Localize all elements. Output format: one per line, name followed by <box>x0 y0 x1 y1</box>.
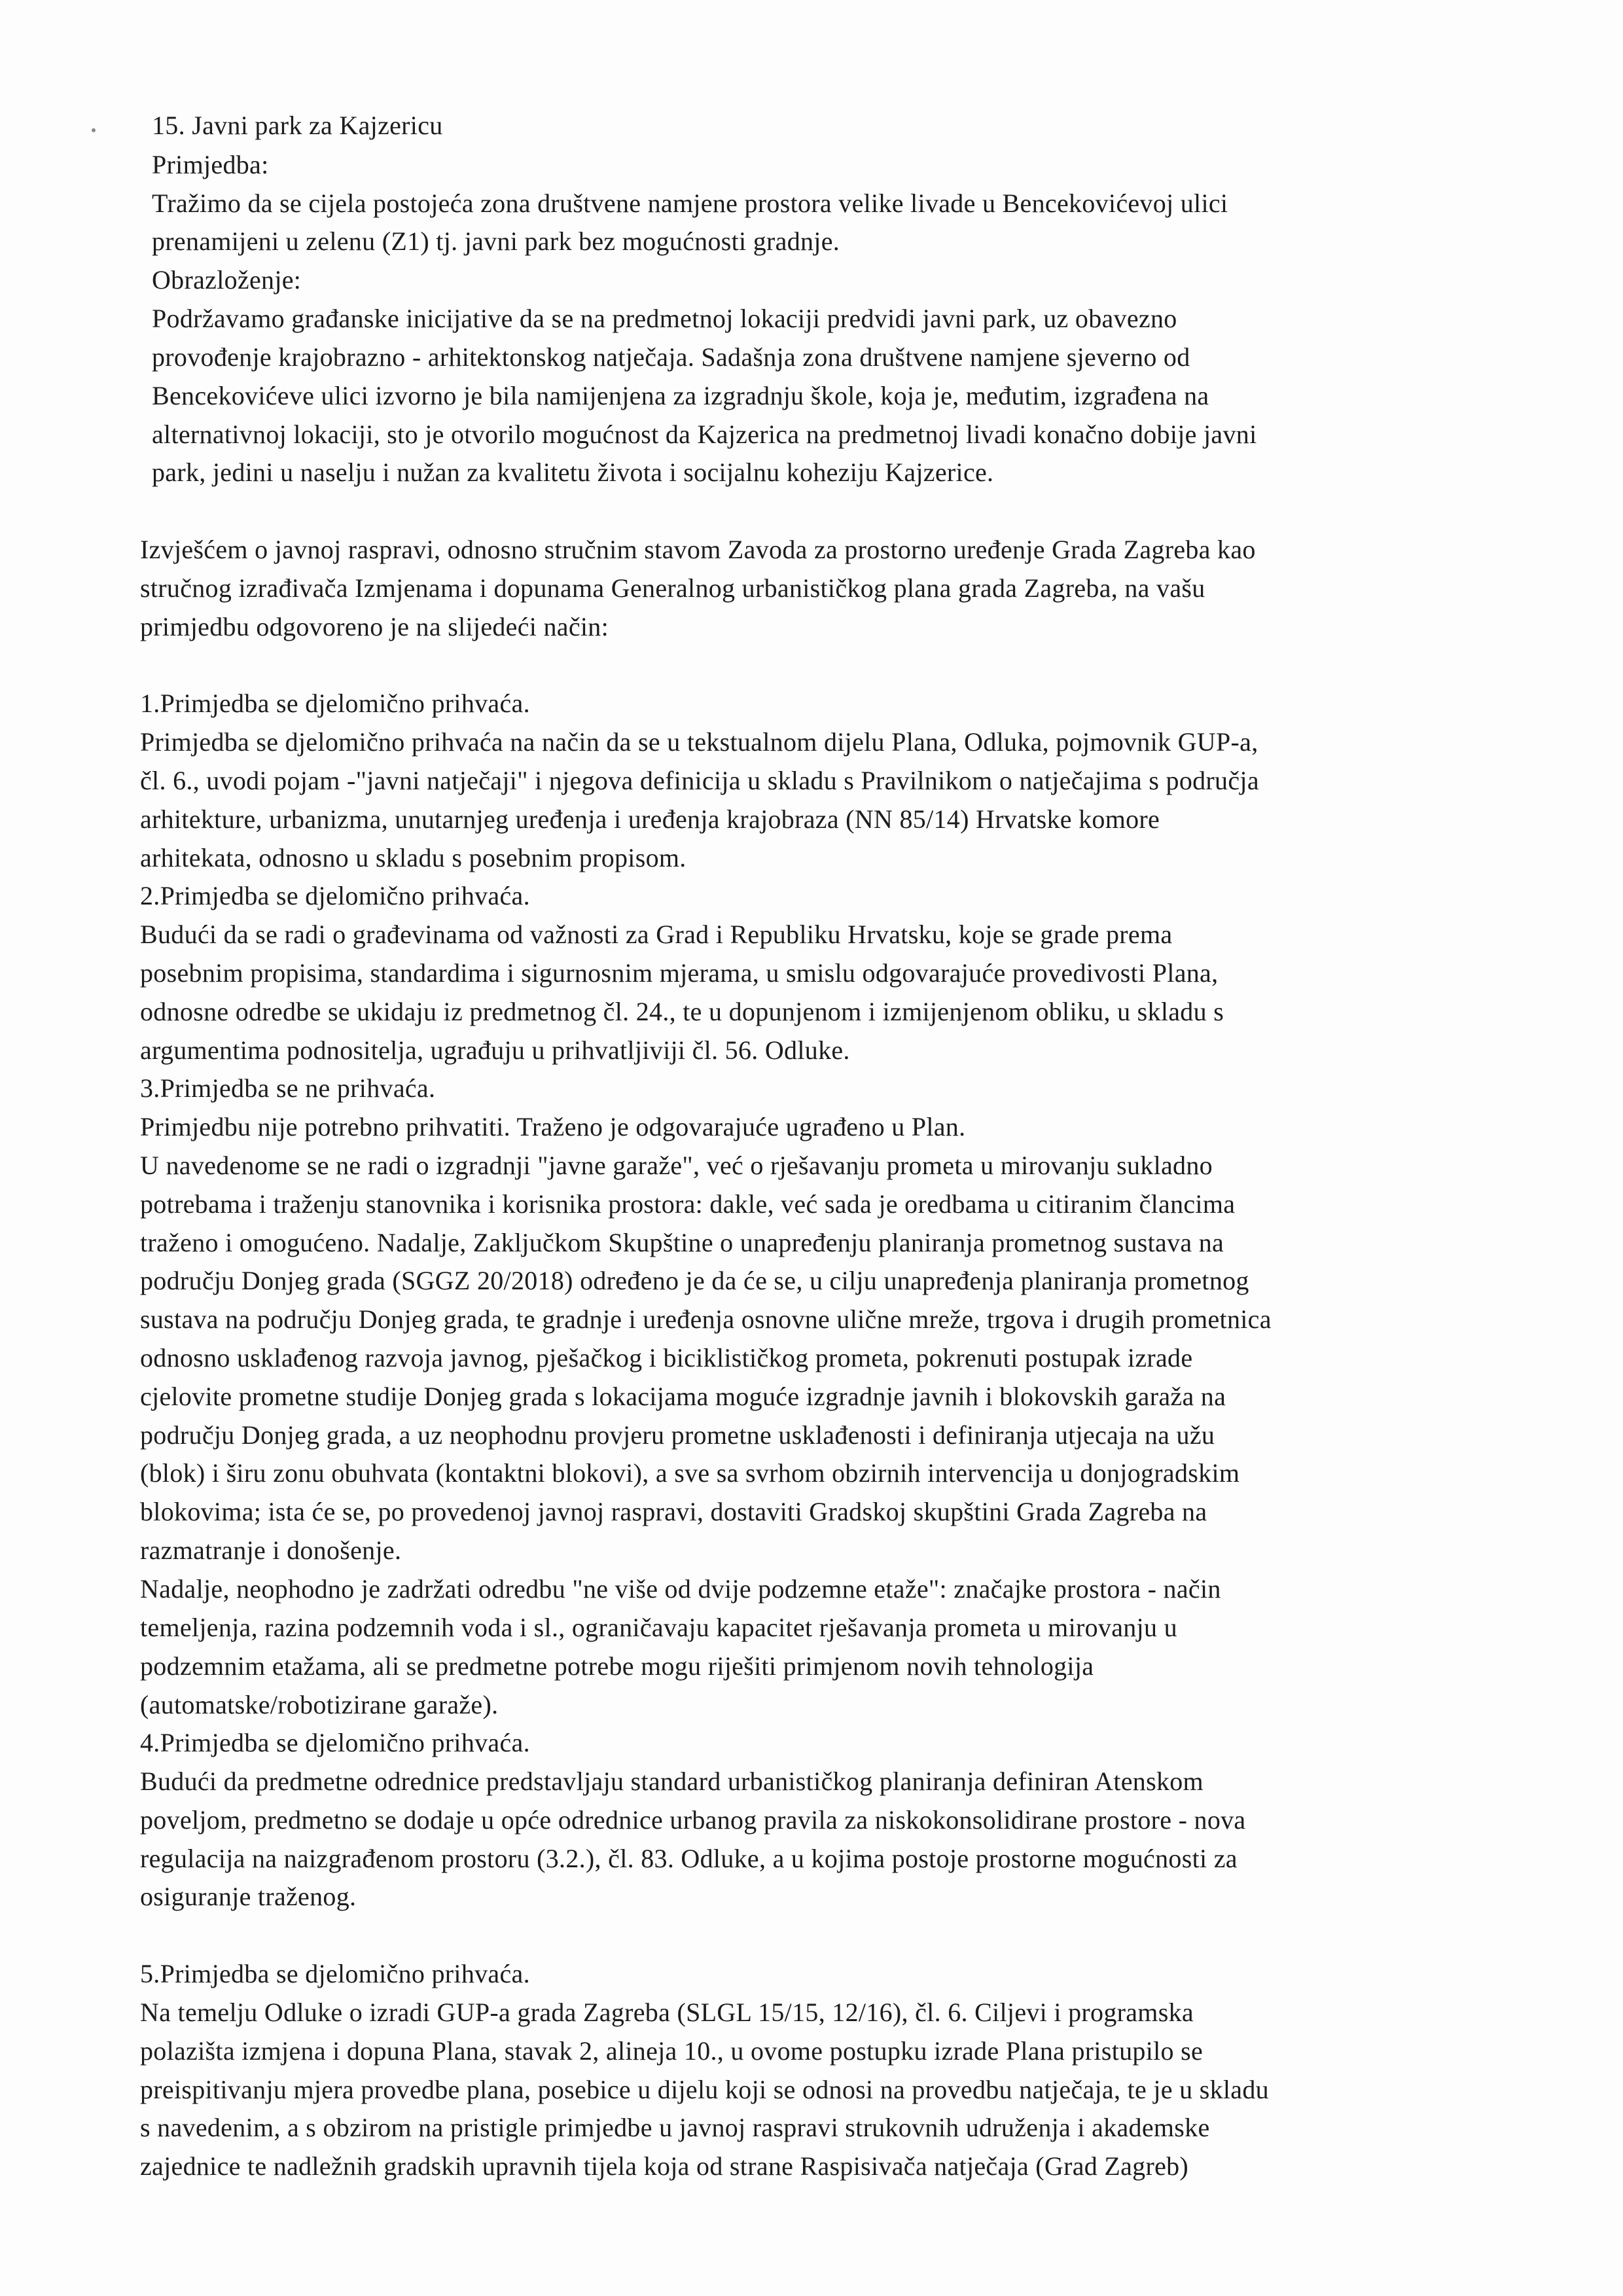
document-line: zajednice te nadležnih gradskih upravnih tijela koja od strane Raspisivača natječaja (Grad Zagreb) <box>140 2151 1189 2181</box>
document-line: arhitekture, urbanizma, unutarnjeg uređenja i uređenja krajobraza (NN 85/14) Hrvatske komore <box>140 804 1160 834</box>
document-line: 1.Primjedba se djelomično prihvaća. <box>140 689 530 718</box>
document-line: alternativnoj lokaciji, sto je otvorilo mogućnost da Kajzerica na predmetnoj livadi konačno dobije javni <box>152 420 1257 449</box>
document-heading: 15. Javni park za Kajzericu <box>152 111 443 140</box>
document-line: osiguranje traženog. <box>140 1882 357 1911</box>
document-line: Podržavamo građanske inicijative da se na predmetnoj lokaciji predvidi javni park, uz obavezno <box>152 304 1177 333</box>
document-line: prenamijeni u zelenu (Z1) tj. javni park bez mogućnosti gradnje. <box>152 226 840 256</box>
document-line: arhitekata, odnosno u skladu s posebnim propisom. <box>140 843 687 872</box>
document-line: s navedenim, a s obzirom na pristigle primjedbe u javnoj raspravi strukovnih udruženja i akademske <box>140 2113 1210 2142</box>
document-line: podzemnim etažama, ali se predmetne potrebe mogu riješiti primjenom novih tehnologija <box>140 1651 1094 1681</box>
document-line: blokovima; ista će se, po provedenoj javnoj raspravi, dostaviti Gradskoj skupštini Grada Zagreba na <box>140 1497 1207 1526</box>
document-line: Izvješćem o javnoj raspravi, odnosno stručnim stavom Zavoda za prostorno uređenje Grada Zagreba kao <box>140 535 1256 564</box>
document-line: Tražimo da se cijela postojeća zona društvene namjene prostora velike livade u Bencekovićevoj ulici <box>152 188 1228 218</box>
document-line: razmatranje i donošenje. <box>140 1535 402 1565</box>
document-line: odnosno usklađenog razvoja javnog, pješačkog i biciklističkog prometa, pokrenuti postupak izrade <box>140 1343 1193 1372</box>
document-line: polazišta izmjena i dopuna Plana, stavak 2, alineja 10., u ovome postupku izrade Plana pristupilo se <box>140 2036 1204 2066</box>
document-line: čl. 6., uvodi pojam -"javni natječaji" i njegova definicija u skladu s Pravilnikom o natječajima s područja <box>140 766 1259 795</box>
scan-dot <box>92 128 96 132</box>
document-line: sustava na području Donjeg grada, te gradnje i uređenja osnovne ulične mreže, trgova i drugih prometnica <box>140 1304 1272 1334</box>
document-line: Primjedbu nije potrebno prihvatiti. Traženo je odgovarajuće ugrađeno u Plan. <box>140 1112 966 1141</box>
document-line: Primjedba: <box>152 150 269 179</box>
document-line: posebnim propisima, standardima i sigurnosnim mjerama, u smislu odgovarajuće provedivosti Plana, <box>140 958 1219 988</box>
document-line: Budući da predmetne odrednice predstavljaju standard urbanističkog planiranja definiran Atenskom <box>140 1767 1204 1796</box>
document-line: primjedbu odgovoreno je na slijedeći način: <box>140 612 609 641</box>
document-line: Nadalje, neophodno je zadržati odredbu "ne više od dvije podzemne etaže": značajke prostora - način <box>140 1574 1221 1604</box>
document-line: Bencekovićeve ulici izvorno je bila namijenjena za izgradnju škole, koja je, međutim, izgrađena na <box>152 381 1209 410</box>
document-line: (blok) i širu zonu obuhvata (kontaktni blokovi), a sve sa svrhom obzirnih intervencija u donjogradskim <box>140 1458 1240 1488</box>
document-line: Primjedba se djelomično prihvaća na način da se u tekstualnom dijelu Plana, Odluka, pojmovnik GUP-a, <box>140 727 1258 757</box>
document-line: cjelovite prometne studije Donjeg grada s lokacijama moguće izgradnje javnih i blokovskih garaža na <box>140 1382 1226 1411</box>
document-line: U navedenome se ne radi o izgradnji "javne garaže", već o rješavanju prometa u mirovanju sukladno <box>140 1151 1213 1180</box>
document-line: potrebama i traženju stanovnika i korisnika prostora: dakle, već sada je oredbama u citiranim člancima <box>140 1189 1236 1219</box>
document-line: Na temelju Odluke o izradi GUP-a grada Zagreba (SLGL 15/15, 12/16), čl. 6. Ciljevi i programska <box>140 1998 1194 2027</box>
document-line: 2.Primjedba se djelomično prihvaća. <box>140 881 530 910</box>
document-line: poveljom, predmetno se dodaje u opće odrednice urbanog pravila za niskokonsolidirane prostore - nova <box>140 1805 1246 1835</box>
document-line: 4.Primjedba se djelomično prihvaća. <box>140 1728 530 1757</box>
document-line: 5.Primjedba se djelomično prihvaća. <box>140 1959 530 1988</box>
document-line: preispitivanju mjera provedbe plana, posebice u dijelu koji se odnosi na provedbu natječaja, te je u skladu <box>140 2075 1269 2104</box>
document-line: argumentima podnositelja, ugrađuju u prihvatljiviji čl. 56. Odluke. <box>140 1035 850 1065</box>
document-line: Obrazloženje: <box>152 265 302 295</box>
document-line: traženo i omogućeno. Nadalje, Zaključkom Skupštine o unapređenju planiranja prometnog sustava na <box>140 1228 1224 1257</box>
document-line: odnosne odredbe se ukidaju iz predmetnog čl. 24., te u dopunjenom i izmijenjenom obliku, u skladu s <box>140 997 1224 1026</box>
document-line: temeljenja, razina podzemnih voda i sl., ograničavaju kapacitet rješavanja prometa u mirovanju u <box>140 1613 1177 1642</box>
document-line: park, jedini u naselju i nužan za kvalitetu života i socijalnu koheziju Kajzerice. <box>152 457 994 487</box>
document-line: (automatske/robotizirane garaže). <box>140 1690 499 1719</box>
document-line: regulacija na naizgrađenom prostoru (3.2.), čl. 83. Odluke, a u kojima postoje prostorne mogućnosti za <box>140 1844 1238 1873</box>
document-line: području Donjeg grada, a uz neophodnu provjeru prometne usklađenosti i definiranja utjecaja na užu <box>140 1420 1215 1450</box>
document-line: području Donjeg grada (SGGZ 20/2018) određeno je da će se, u cilju unapređenja planiranja prometnog <box>140 1266 1249 1295</box>
document-line: 3.Primjedba se ne prihvaća. <box>140 1073 436 1103</box>
document-line: stručnog izrađivača Izmjenama i dopunama Generalnog urbanističkog plana grada Zagreba, na vašu <box>140 573 1205 603</box>
document-line: provođenje krajobrazno - arhitektonskog natječaja. Sadašnja zona društvene namjene sjeverno od <box>152 342 1190 372</box>
document-line: Budući da se radi o građevinama od važnosti za Grad i Republiku Hrvatsku, koje se grade prema <box>140 920 1173 949</box>
